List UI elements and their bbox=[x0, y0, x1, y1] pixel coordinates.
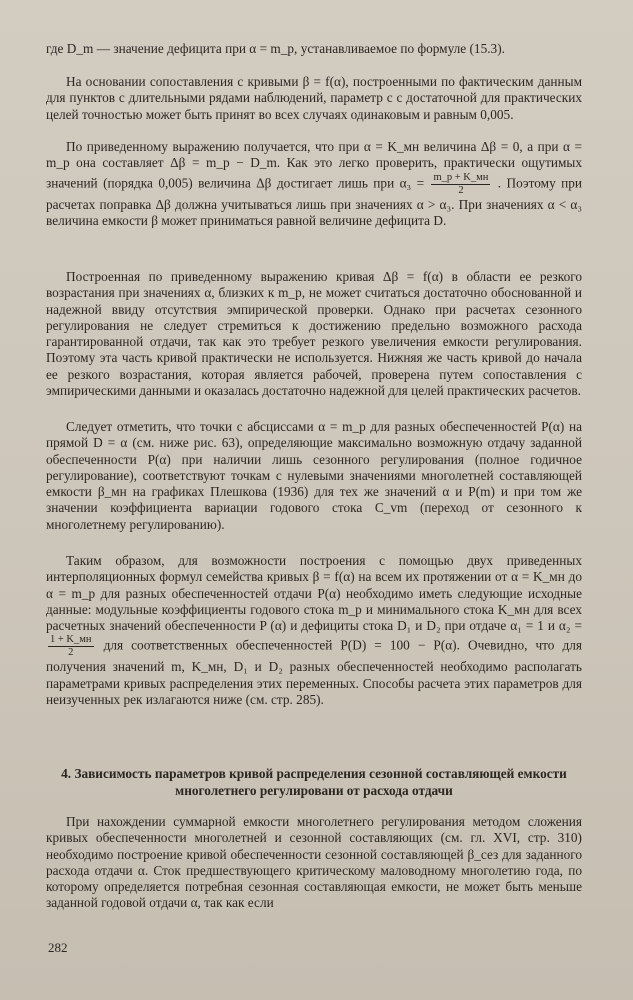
formula-alpha3-numerator: m_p + K_мн bbox=[433, 171, 489, 183]
paragraph-seasonal-component: При нахождении суммарной емкости многолетнего регулирования методом сложения кривых обеспеченности многолетней и сезонной составляющих (см. гл. XVI, стр. 310) необходимо построение кривой обеспеченности сезонной составляющей β_сез для заданного расхода отдачи α. Сток предшествующего критическому маловодному многолетию года, по которому определяется потребная сезонная составляющая емкости, не может быть меньше заданной годовой отдачи α, так как если bbox=[46, 814, 582, 911]
paragraph-input-data-part2: для соответственных обеспеченностей P(D) = 100 − P(α). Очевидно, что для получения значений m, K_мн, D₁ и D₂ разных обеспеченностей необходимо располагать параметрами кривых распределения этих переменных. Способы расчета этих параметров для неизученных рек излагаются ниже (см. стр. 285). bbox=[46, 638, 583, 708]
formula-alpha3 bbox=[431, 172, 490, 197]
paragraph-dm-definition: где D_m — значение дефицита при α = m_p, устанавливаемое по формуле (15.3). bbox=[46, 41, 505, 56]
section-heading: 4. Зависимость параметров кривой распределения сезонной составляющей емкости многолетнего регулировани от расхода отдачи bbox=[61, 766, 567, 798]
formula-alpha2 bbox=[48, 634, 94, 659]
formula-alpha3-denominator: 2 bbox=[458, 184, 464, 196]
formula-alpha2-denominator: 2 bbox=[68, 647, 74, 659]
paragraph-curves-comparison: На основании сопоставления с кривыми β = f(α), построенными по фактическим данным для пунктов с длительными рядами наблюдений, параметр c с достаточной для практических целей точностью может быть принят во всех случаях одинаковым и равным 0,005. bbox=[46, 74, 582, 122]
page-number: 282 bbox=[48, 940, 68, 955]
paragraph-input-data-part1: Таким образом, для возможности построения с помощью двух приведенных интерполяционных формул семейства кривых β = f(α) на всем их протяжении от α = K_мн до α = m_p для разных обеспеченностей отдачи P(α) необходимо иметь следующие исходные данные: модульные коэффициенты годового стока m_p и минимального стока K_мн для всех расчетных значений обеспеченности P (α) и дефициты стока D₁ и D₂ при отдаче α₁ = 1 и α₂ = bbox=[46, 553, 582, 634]
paragraph-delta-beta-part1: По приведенному выражению получается, что при α = K_мн величина Δβ = 0, а при α = m_p она составляет Δβ = m_p − D_m. Как это легко проверить, практически ощутимых значений (порядка 0,005) величина Δβ достигает лишь при α₃ = bbox=[46, 139, 582, 191]
paragraph-input-data bbox=[46, 553, 582, 708]
formula-alpha2-numerator: 1 + K_мн bbox=[50, 634, 92, 646]
paragraph-delta-beta-part2: . Поэтому при расчетах поправка Δβ должна учитываться лишь при значениях α > α₃. При значениях α < α₃ величина емкости β может приниматься равной величине дефицита D. bbox=[46, 175, 582, 228]
paragraph-delta-beta bbox=[46, 139, 582, 229]
paragraph-curve-reliability: Построенная по приведенному выражению кривая Δβ = f(α) в области ее резкого возрастания при значениях α, близких к m_p, не может считаться достаточно обоснованной и надежной ввиду отсутствия эмпирической проверки. Однако при расчетах сезонного регулирования не следует стремиться к достижению предельно возможного расхода гарантированной отдачи, так как это требует резкого увеличения емкости регулирования. Поэтому эта часть кривой практически не используется. Нижняя же часть кривой до начала ее резкого возрастания, которая является рабочей, проверена путем сопоставления с эмпирическими данными и оказалась достаточно надежной для целей практических расчетов. bbox=[46, 269, 582, 399]
paragraph-abscissa-points: Следует отметить, что точки с абсциссами α = m_p для разных обеспеченностей P(α) на прямой D = α (см. ниже рис. 63), определяющие максимально возможную отдачу заданной обеспеченности P(α) при наличии лишь сезонного регулирования (полное годичное регулирование), соответствуют точкам с нулевыми значениями многолетней составляющей емкости β_мн на графиках Плешкова (1936) для тех же значений α и P(m) и при том же значении коэффициента вариации годового стока C_vm (переход от сезонного к многолетнему регулированию). bbox=[46, 419, 582, 532]
